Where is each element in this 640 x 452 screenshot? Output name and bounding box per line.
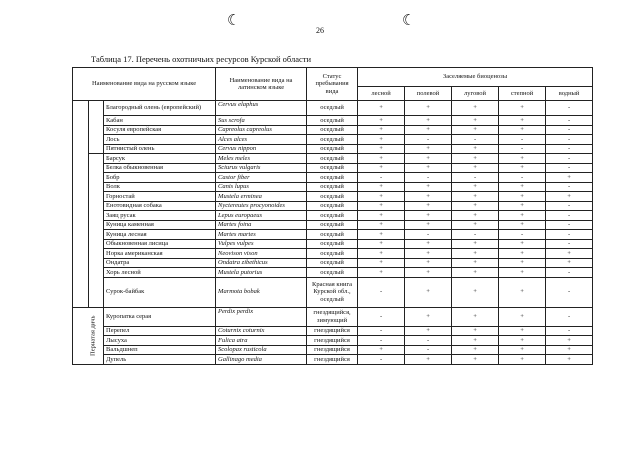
header-steppe: степной [499, 87, 546, 101]
header-meadow: луговой [452, 87, 499, 101]
cell-meadow: + [452, 336, 499, 346]
species-status: оседлый [307, 154, 358, 164]
cell-field: + [405, 268, 452, 278]
species-ru: Благородный олень (европейский) [104, 101, 216, 116]
cell-forest: + [358, 116, 405, 126]
cell-meadow: + [452, 355, 499, 365]
species-status: гнездящийся [307, 345, 358, 355]
cell-forest: + [358, 101, 405, 116]
species-ru: Бобр [104, 173, 216, 183]
species-ru: Кабан [104, 116, 216, 126]
cell-steppe: + [499, 326, 546, 336]
cell-water: + [546, 249, 593, 259]
cell-water: + [546, 355, 593, 365]
header-field: полевой [405, 87, 452, 101]
cell-forest: + [358, 163, 405, 173]
species-status: гнездящийся [307, 326, 358, 336]
cell-field: + [405, 239, 452, 249]
cell-field: + [405, 154, 452, 164]
cell-water: - [546, 154, 593, 164]
cell-water: - [546, 144, 593, 154]
cell-field: + [405, 307, 452, 326]
header-forest: лесной [358, 87, 405, 101]
cell-steppe: + [499, 249, 546, 259]
species-lat: Fulica atra [216, 336, 307, 346]
species-ru: Лысуха [104, 336, 216, 346]
cell-meadow: + [452, 326, 499, 336]
cell-water: + [546, 192, 593, 202]
cell-steppe: + [499, 154, 546, 164]
species-lat: Capreolus capreolus [216, 125, 307, 135]
cell-meadow: - [452, 230, 499, 240]
species-ru: Заяц русак [104, 211, 216, 221]
cell-forest: + [358, 201, 405, 211]
species-ru: Обыкновенная лисица [104, 239, 216, 249]
cell-meadow: + [452, 154, 499, 164]
cell-meadow: + [452, 268, 499, 278]
header-biotopes: Заселяемые биоценозы [358, 68, 593, 87]
species-lat: Canis lupus [216, 182, 307, 192]
cell-forest: - [358, 336, 405, 346]
cell-water: - [546, 307, 593, 326]
cell-field: - [405, 336, 452, 346]
species-lat: Ondatra zibethicus [216, 258, 307, 268]
species-ru: Косуля европейская [104, 125, 216, 135]
species-ru: Дупель [104, 355, 216, 365]
cell-water: + [546, 173, 593, 183]
cell-forest: - [358, 326, 405, 336]
cell-steppe: + [499, 220, 546, 230]
cell-steppe: + [499, 101, 546, 116]
species-ru: Хорь лесной [104, 268, 216, 278]
species-lat: Perdix perdix [216, 307, 307, 326]
cell-forest: - [358, 355, 405, 365]
cell-forest: - [358, 173, 405, 183]
cell-meadow: + [452, 307, 499, 326]
species-status: оседлый [307, 192, 358, 202]
cell-water: - [546, 101, 593, 116]
species-lat: Scolopax rusticola [216, 345, 307, 355]
species-status: оседлый [307, 101, 358, 116]
species-status: оседлый [307, 220, 358, 230]
cell-meadow: + [452, 101, 499, 116]
species-status: оседлый [307, 258, 358, 268]
cell-steppe: + [499, 345, 546, 355]
cell-steppe: - [499, 230, 546, 240]
species-ru: Енотовидная собака [104, 201, 216, 211]
species-status: оседлый [307, 116, 358, 126]
cell-forest: + [358, 125, 405, 135]
cell-field: + [405, 144, 452, 154]
cell-forest: + [358, 192, 405, 202]
species-lat: Vulpes vulpes [216, 239, 307, 249]
species-ru: Волк [104, 182, 216, 192]
cell-steppe: + [499, 239, 546, 249]
species-ru: Ондатра [104, 258, 216, 268]
species-status: оседлый [307, 268, 358, 278]
binder-hole-icon: ☾ [402, 13, 416, 29]
cell-forest: + [358, 268, 405, 278]
cell-water: + [546, 345, 593, 355]
cell-steppe: + [499, 182, 546, 192]
cell-meadow: + [452, 192, 499, 202]
cell-field: - [405, 230, 452, 240]
cell-forest: + [358, 135, 405, 145]
species-status: оседлый [307, 249, 358, 259]
species-status: оседлый [307, 135, 358, 145]
cell-field: + [405, 125, 452, 135]
cell-forest: + [358, 249, 405, 259]
species-status: оседлый [307, 163, 358, 173]
cell-forest: + [358, 220, 405, 230]
species-lat: Castor fiber [216, 173, 307, 183]
species-lat: Coturnix coturnix [216, 326, 307, 336]
cell-field: + [405, 211, 452, 221]
cell-field: + [405, 326, 452, 336]
species-lat: Alces alces [216, 135, 307, 145]
cell-forest: + [358, 211, 405, 221]
cell-water: + [546, 336, 593, 346]
species-lat: Sciurus vulgaris [216, 163, 307, 173]
cell-forest: + [358, 230, 405, 240]
cell-steppe: + [499, 355, 546, 365]
cell-field: + [405, 116, 452, 126]
cell-steppe: + [499, 268, 546, 278]
header-status: Статус пребывания вида [307, 68, 358, 101]
cell-meadow: + [452, 163, 499, 173]
cell-meadow: + [452, 345, 499, 355]
cell-field: - [405, 135, 452, 145]
cell-water: - [546, 211, 593, 221]
cell-water: - [546, 268, 593, 278]
species-status: гнездящийся [307, 336, 358, 346]
cell-field: + [405, 101, 452, 116]
species-status: Красная книга Курской обл., оседлый [307, 277, 358, 307]
species-ru: Белка обыкновенная [104, 163, 216, 173]
species-status: оседлый [307, 211, 358, 221]
cell-water: - [546, 125, 593, 135]
cell-forest: + [358, 258, 405, 268]
cell-water: + [546, 258, 593, 268]
hunting-resources-table [72, 67, 593, 365]
species-lat: Martes foina [216, 220, 307, 230]
species-status: гнездящийся [307, 355, 358, 365]
cell-field: + [405, 192, 452, 202]
header-water: водный [546, 87, 593, 101]
species-ru: Норка американская [104, 249, 216, 259]
cell-forest: + [358, 345, 405, 355]
cell-field: + [405, 249, 452, 259]
species-ru: Вальдшнеп [104, 345, 216, 355]
cell-water: - [546, 116, 593, 126]
cell-steppe: + [499, 307, 546, 326]
cell-meadow: + [452, 144, 499, 154]
cell-field: + [405, 258, 452, 268]
cell-forest: + [358, 144, 405, 154]
cell-field: + [405, 220, 452, 230]
species-status: оседлый [307, 182, 358, 192]
cell-steppe: + [499, 336, 546, 346]
species-ru: Куропатка серая [104, 307, 216, 326]
cell-water: - [546, 326, 593, 336]
cell-field: + [405, 277, 452, 307]
species-status: оседлый [307, 239, 358, 249]
cell-meadow: - [452, 135, 499, 145]
header-latin-name: Наименование вида на латинском языке [216, 68, 307, 101]
cell-meadow: + [452, 116, 499, 126]
cell-steppe: - [499, 144, 546, 154]
species-status: оседлый [307, 173, 358, 183]
cell-steppe: - [499, 135, 546, 145]
species-status: оседлый [307, 230, 358, 240]
cell-steppe: + [499, 277, 546, 307]
species-ru: Горностай [104, 192, 216, 202]
cell-steppe: + [499, 163, 546, 173]
cell-water: - [546, 182, 593, 192]
cell-meadow: + [452, 201, 499, 211]
group-ungulates [89, 101, 104, 154]
cell-forest: + [358, 154, 405, 164]
cell-water: - [546, 239, 593, 249]
cell-meadow: + [452, 211, 499, 221]
cell-meadow: + [452, 239, 499, 249]
group-birds: Пернатая дичь [73, 307, 104, 364]
cell-steppe: + [499, 211, 546, 221]
cell-meadow: + [452, 220, 499, 230]
cell-meadow: - [452, 173, 499, 183]
species-status: оседлый [307, 201, 358, 211]
species-status: оседлый [307, 144, 358, 154]
species-ru: Сурок-байбак [104, 277, 216, 307]
species-lat: Mustela putorius [216, 268, 307, 278]
species-ru: Куница каменная [104, 220, 216, 230]
cell-field: - [405, 345, 452, 355]
header-russian-name: Наименование вида на русском языке [73, 68, 216, 101]
cell-field: - [405, 173, 452, 183]
cell-steppe: + [499, 125, 546, 135]
species-lat: Gallinago media [216, 355, 307, 365]
species-lat: Martes martes [216, 230, 307, 240]
cell-water: - [546, 135, 593, 145]
species-lat: Mustela erminea [216, 192, 307, 202]
species-lat: Meles meles [216, 154, 307, 164]
cell-water: - [546, 220, 593, 230]
species-lat: Neovison vison [216, 249, 307, 259]
page-number: 26 [316, 26, 324, 35]
species-lat: Cervus elaphus [216, 101, 307, 116]
group-fur [89, 154, 104, 308]
species-lat: Nyctereutes procyonoides [216, 201, 307, 211]
cell-forest: + [358, 182, 405, 192]
binder-hole-icon: ☾ [227, 13, 241, 29]
cell-water: - [546, 230, 593, 240]
cell-field: + [405, 201, 452, 211]
cell-meadow: + [452, 182, 499, 192]
species-ru: Куница лесная [104, 230, 216, 240]
cell-steppe: + [499, 116, 546, 126]
species-ru: Перепел [104, 326, 216, 336]
species-ru: Лось [104, 135, 216, 145]
species-ru: Пятнистый олень [104, 144, 216, 154]
species-ru: Барсук [104, 154, 216, 164]
species-lat: Marmota bobak [216, 277, 307, 307]
cell-forest: - [358, 307, 405, 326]
table-caption: Таблица 17. Перечень охотничьих ресурсов Курской области [91, 54, 312, 64]
cell-field: + [405, 163, 452, 173]
group-mammals [73, 101, 89, 308]
cell-water: - [546, 201, 593, 211]
cell-meadow: + [452, 125, 499, 135]
cell-steppe: + [499, 258, 546, 268]
species-lat: Cervus nippon [216, 144, 307, 154]
cell-field: + [405, 355, 452, 365]
cell-forest: - [358, 277, 405, 307]
cell-steppe: + [499, 201, 546, 211]
cell-meadow: + [452, 249, 499, 259]
species-status: оседлый [307, 125, 358, 135]
cell-meadow: + [452, 277, 499, 307]
cell-meadow: + [452, 258, 499, 268]
species-lat: Lepus europaeus [216, 211, 307, 221]
species-lat: Sus scrofa [216, 116, 307, 126]
cell-water: - [546, 163, 593, 173]
cell-forest: + [358, 239, 405, 249]
cell-steppe: + [499, 192, 546, 202]
cell-water: - [546, 277, 593, 307]
cell-steppe: - [499, 173, 546, 183]
cell-field: + [405, 182, 452, 192]
species-status: гнездящийся, зимующий [307, 307, 358, 326]
